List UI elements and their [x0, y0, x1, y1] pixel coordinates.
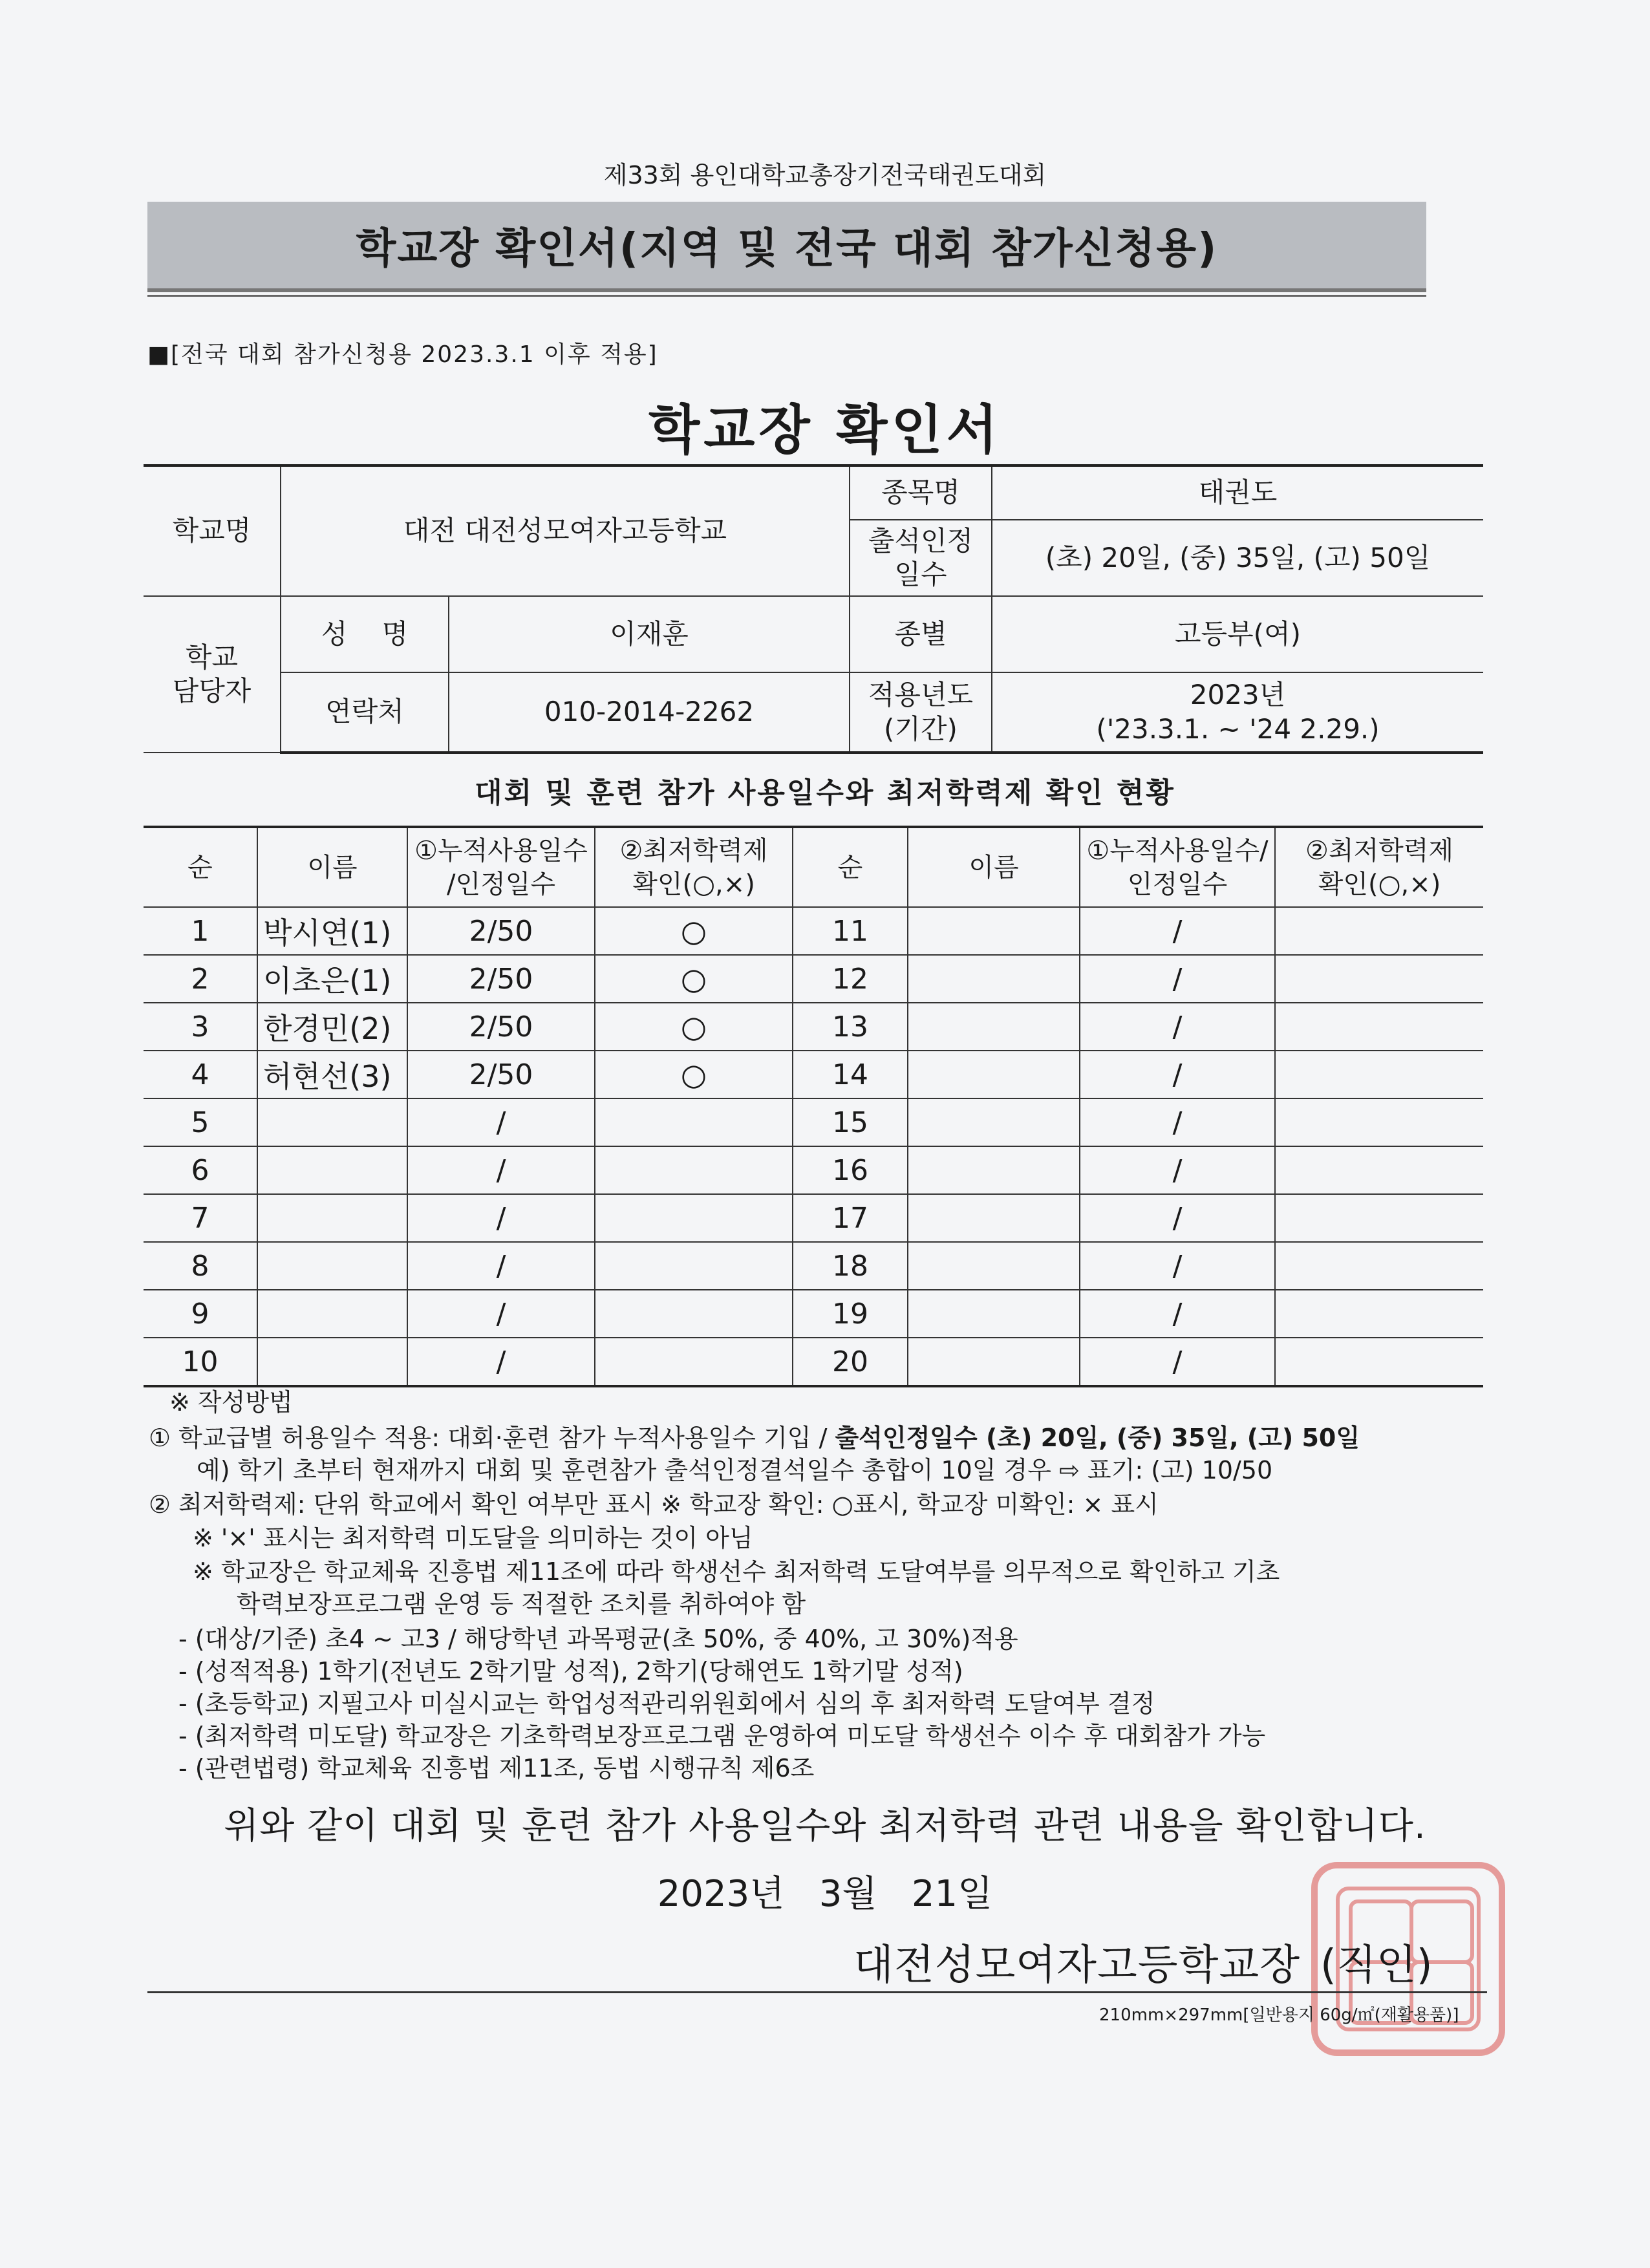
row-check	[595, 1290, 793, 1338]
row-no: 3	[144, 1003, 257, 1051]
row-no: 13	[793, 1003, 908, 1051]
row-name	[908, 1194, 1080, 1242]
row-usage: /	[1080, 1098, 1275, 1146]
row-no: 8	[144, 1242, 257, 1290]
row-usage: /	[1080, 1146, 1275, 1194]
row-check	[595, 1098, 793, 1146]
header-usage-left: ①누적사용일수 /인정일수	[407, 827, 595, 907]
attendance-label: 출석인정 일수	[850, 520, 992, 596]
manager-label: 학교 담당자	[144, 596, 281, 753]
row-name	[908, 1242, 1080, 1290]
detail-4: - (최저학력 미도달) 학교장은 기초학력보장프로그램 운영하여 미도달 학생선수 이수 후 대회참가 가능	[178, 1722, 1266, 1750]
note-1-text: ① 학교급별 허용일수 적용: 대회·훈련 참가 누적사용일수 기입 /	[149, 1424, 835, 1452]
row-no: 9	[144, 1290, 257, 1338]
row-check: ○	[595, 907, 793, 955]
note-1-example: 예) 학기 초부터 현재까지 대회 및 훈련참가 출석인정결석일수 총합이 10일 경우 ⇨ 표기: (고) 10/50	[197, 1456, 1273, 1484]
row-name	[908, 1003, 1080, 1051]
table-row	[144, 1242, 1483, 1290]
row-check	[1275, 1098, 1483, 1146]
table-row	[144, 1290, 1483, 1338]
row-name: 한경민(2)	[257, 1003, 407, 1051]
header-usage-right: ①누적사용일수/ 인정일수	[1080, 827, 1275, 907]
row-check	[595, 1194, 793, 1242]
school-value: 대전 대전성모여자고등학교	[281, 465, 850, 596]
row-usage: /	[1080, 1003, 1275, 1051]
sport-label: 종목명	[850, 465, 992, 520]
row-usage: /	[407, 1338, 595, 1386]
category-value: 고등부(여)	[992, 596, 1483, 672]
scope-note: ■[전국 대회 참가신청용 2023.3.1 이후 적용]	[147, 341, 658, 368]
row-usage: /	[1080, 907, 1275, 955]
table-row	[144, 1146, 1483, 1194]
name-value: 이재훈	[449, 596, 850, 672]
row-no: 4	[144, 1051, 257, 1098]
seal-label: (직인)	[1320, 1942, 1433, 1989]
row-no: 19	[793, 1290, 908, 1338]
issue-date: 2023년 3월 21일	[657, 1873, 993, 1915]
row-check	[595, 1242, 793, 1290]
row-no: 20	[793, 1338, 908, 1386]
row-usage: /	[407, 1146, 595, 1194]
row-usage: /	[1080, 1051, 1275, 1098]
row-check	[1275, 1146, 1483, 1194]
period-value: ('23.3.1. ~ '24 2.29.)	[1096, 712, 1380, 745]
table-row	[144, 1051, 1483, 1098]
contact-label: 연락처	[281, 672, 449, 753]
header-no-right: 순	[793, 827, 908, 907]
year-label: 적용년도 (기간)	[850, 672, 992, 753]
row-check	[1275, 1338, 1483, 1386]
row-no: 1	[144, 907, 257, 955]
paper-spec: 210mm×297mm[일반용지 60g/㎡(재활용품)]	[1099, 2006, 1459, 2025]
notes-heading: ※ 작성방법	[169, 1388, 293, 1417]
category-label: 종별	[850, 596, 992, 672]
row-name	[908, 1146, 1080, 1194]
detail-5: - (관련법령) 학교체육 진흥법 제11조, 동법 시행규칙 제6조	[178, 1754, 815, 1782]
row-no: 7	[144, 1194, 257, 1242]
row-no: 5	[144, 1098, 257, 1146]
banner-rule	[147, 295, 1426, 297]
table-row	[144, 1098, 1483, 1146]
row-usage: /	[1080, 1242, 1275, 1290]
row-no: 6	[144, 1146, 257, 1194]
signer-name: 대전성모여자고등학교장	[853, 1942, 1301, 1989]
bottom-rule	[147, 1991, 1487, 1993]
table-row	[144, 955, 1483, 1003]
contact-value: 010-2014-2262	[449, 672, 850, 753]
attendance-value: (초) 20일, (중) 35일, (고) 50일	[992, 520, 1483, 596]
row-name	[908, 1290, 1080, 1338]
row-name	[257, 1290, 407, 1338]
row-name	[257, 1242, 407, 1290]
row-check	[595, 1146, 793, 1194]
header-name-left: 이름	[257, 827, 407, 907]
year-value: 2023년	[1190, 679, 1286, 711]
detail-3: - (초등학교) 지필고사 미실시교는 학업성적관리위원회에서 심의 후 최저학력 도달여부 결정	[178, 1689, 1155, 1718]
row-usage: 2/50	[407, 1003, 595, 1051]
document-title: 학교장 확인서	[648, 400, 1002, 461]
row-usage: /	[1080, 1194, 1275, 1242]
row-name	[257, 1098, 407, 1146]
banner-title: 학교장 확인서(지역 및 전국 대회 참가신청용)	[147, 202, 1426, 292]
row-usage: /	[1080, 1290, 1275, 1338]
row-name	[908, 1338, 1080, 1386]
row-usage: 2/50	[407, 907, 595, 955]
row-usage: /	[407, 1098, 595, 1146]
info-table	[144, 464, 1483, 754]
name-label: 성 명	[281, 596, 449, 672]
row-no: 18	[793, 1242, 908, 1290]
row-name	[908, 1051, 1080, 1098]
row-name	[908, 955, 1080, 1003]
row-no: 11	[793, 907, 908, 955]
header-no-left: 순	[144, 827, 257, 907]
note-1	[149, 1426, 1360, 1450]
table-row	[144, 1194, 1483, 1242]
detail-2: - (성적적용) 1학기(전년도 2학기말 성적), 2학기(당해연도 1학기말 성적)	[178, 1657, 963, 1685]
note-2-sub-2b: 학력보장프로그램 운영 등 적절한 조치를 취하여야 함	[237, 1590, 806, 1618]
table-header-row	[144, 827, 1483, 907]
year-cell	[992, 672, 1483, 753]
row-name	[908, 1098, 1080, 1146]
usage-table	[144, 826, 1483, 1387]
row-check	[1275, 1242, 1483, 1290]
row-check	[1275, 1003, 1483, 1051]
row-check	[1275, 1290, 1483, 1338]
row-usage: /	[1080, 955, 1275, 1003]
detail-1: - (대상/기준) 초4 ~ 고3 / 해당학년 과목평균(초 50%, 중 40%, 고 30%)적용	[178, 1625, 1018, 1653]
row-name	[257, 1194, 407, 1242]
row-no: 10	[144, 1338, 257, 1386]
row-name: 이초은(1)	[257, 955, 407, 1003]
note-2-sub-1: ※ '×' 표시는 최저학력 미도달을 의미하는 것이 아님	[193, 1524, 753, 1552]
row-no: 15	[793, 1098, 908, 1146]
row-no: 16	[793, 1146, 908, 1194]
table-row	[144, 1338, 1483, 1386]
row-check	[1275, 907, 1483, 955]
row-name	[257, 1146, 407, 1194]
row-name: 허현선(3)	[257, 1051, 407, 1098]
row-name	[257, 1338, 407, 1386]
table-row	[144, 1003, 1483, 1051]
status-title: 대회 및 훈련 참가 사용일수와 최저학력제 확인 현황	[475, 776, 1175, 809]
note-1-bold: 출석인정일수 (초) 20일, (중) 35일, (고) 50일	[835, 1424, 1360, 1452]
sport-value: 태권도	[992, 465, 1483, 520]
event-title: 제33회 용인대학교총장기전국태권도대회	[603, 161, 1047, 189]
note-2-sub-2a: ※ 학교장은 학교체육 진흥법 제11조에 따라 학생선수 최저학력 도달여부를 의무적으로 확인하고 기초	[193, 1557, 1280, 1586]
row-check	[595, 1338, 793, 1386]
header-name-right: 이름	[908, 827, 1080, 907]
header-check-right: ②최저학력제 확인(○,×)	[1275, 827, 1483, 907]
row-usage: 2/50	[407, 955, 595, 1003]
row-check: ○	[595, 1051, 793, 1098]
row-name	[908, 907, 1080, 955]
school-label: 학교명	[144, 465, 281, 596]
header-check-left: ②최저학력제 확인(○,×)	[595, 827, 793, 907]
row-check	[1275, 1194, 1483, 1242]
row-check	[1275, 1051, 1483, 1098]
table-row	[144, 907, 1483, 955]
row-usage: /	[407, 1290, 595, 1338]
row-usage: /	[407, 1194, 595, 1242]
row-no: 14	[793, 1051, 908, 1098]
confirmation-statement: 위와 같이 대회 및 훈련 참가 사용일수와 최저학력 관련 내용을 확인합니다.	[224, 1805, 1426, 1847]
row-name: 박시연(1)	[257, 907, 407, 955]
row-usage: /	[407, 1242, 595, 1290]
row-no: 17	[793, 1194, 908, 1242]
row-usage: 2/50	[407, 1051, 595, 1098]
row-check	[1275, 955, 1483, 1003]
row-no: 12	[793, 955, 908, 1003]
row-check: ○	[595, 1003, 793, 1051]
row-check: ○	[595, 955, 793, 1003]
row-usage: /	[1080, 1338, 1275, 1386]
note-2: ② 최저학력제: 단위 학교에서 확인 여부만 표시 ※ 학교장 확인: ○표시, 학교장 미확인: × 표시	[149, 1490, 1159, 1519]
row-no: 2	[144, 955, 257, 1003]
